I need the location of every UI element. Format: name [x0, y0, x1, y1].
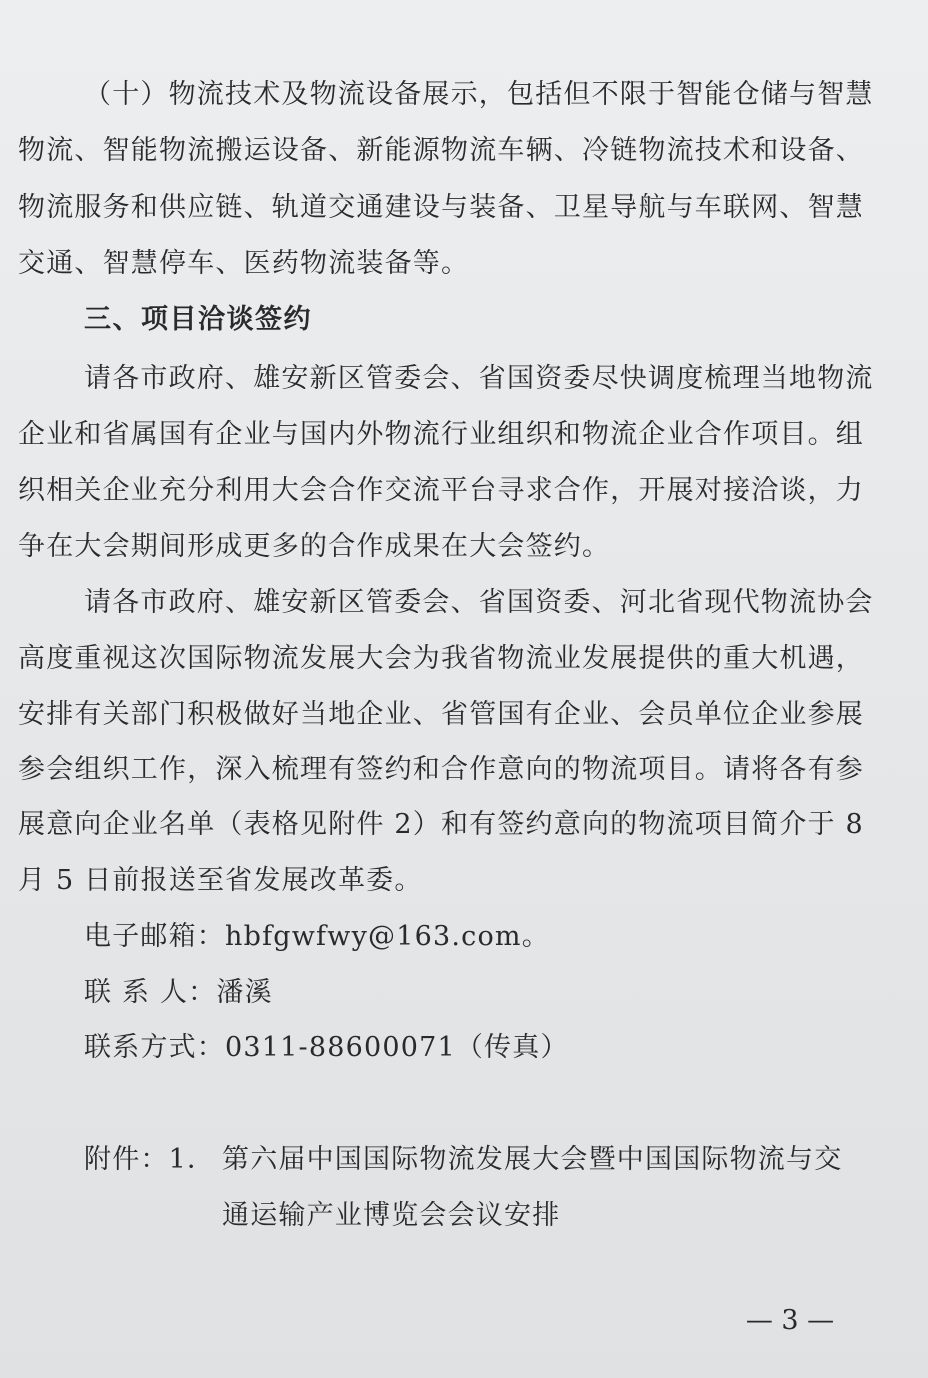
- attachment-label: 附件：1．: [84, 1144, 216, 1175]
- contact-phone: 联系方式：0311-88600071（传真）: [84, 1032, 569, 1063]
- body-text-line: 物流、智能物流搬运设备、新能源物流车辆、冷链物流技术和设备、: [18, 135, 864, 166]
- body-text-line: 请各市政府、雄安新区管委会、省国资委尽快调度梳理当地物流: [84, 363, 874, 394]
- body-text-line: 企业和省属国有企业与国内外物流行业组织和物流企业合作项目。组: [18, 419, 864, 450]
- body-text-line: 织相关企业充分利用大会合作交流平台寻求合作，开展对接洽谈，力: [18, 475, 864, 506]
- body-text-line: 争在大会期间形成更多的合作成果在大会签约。: [18, 531, 611, 562]
- body-text-line: 参会组织工作，深入梳理有签约和合作意向的物流项目。请将各有参: [18, 754, 864, 785]
- page-number: — 3 —: [745, 1305, 835, 1336]
- body-text-line: 高度重视这次国际物流发展大会为我省物流业发展提供的重大机遇，: [18, 643, 864, 674]
- attachment-title-line: 第六届中国国际物流发展大会暨中国国际物流与交: [222, 1144, 843, 1175]
- attachment-title-line: 通运输产业博览会会议安排: [222, 1200, 561, 1231]
- contact-person: 联 系 人：潘溪: [84, 977, 273, 1008]
- body-text-line: 物流服务和供应链、轨道交通建设与装备、卫星导航与车联网、智慧: [18, 192, 864, 223]
- section-heading: 三、项目洽谈签约: [84, 304, 312, 335]
- body-text-line: 请各市政府、雄安新区管委会、省国资委、河北省现代物流协会: [84, 587, 874, 618]
- contact-email: 电子邮箱：hbfgwfwy@163.com。: [84, 921, 550, 952]
- body-text-line: 月 5 日前报送至省发展改革委。: [18, 865, 423, 896]
- body-text-line: 交通、智慧停车、医药物流装备等。: [18, 248, 470, 279]
- body-text-line: 展意向企业名单（表格见附件 2）和有签约意向的物流项目简介于 8: [18, 809, 864, 840]
- body-text-line: 安排有关部门积极做好当地企业、省管国有企业、会员单位企业参展: [18, 699, 864, 730]
- body-text-line: （十）物流技术及物流设备展示，包括但不限于智能仓储与智慧: [84, 79, 874, 110]
